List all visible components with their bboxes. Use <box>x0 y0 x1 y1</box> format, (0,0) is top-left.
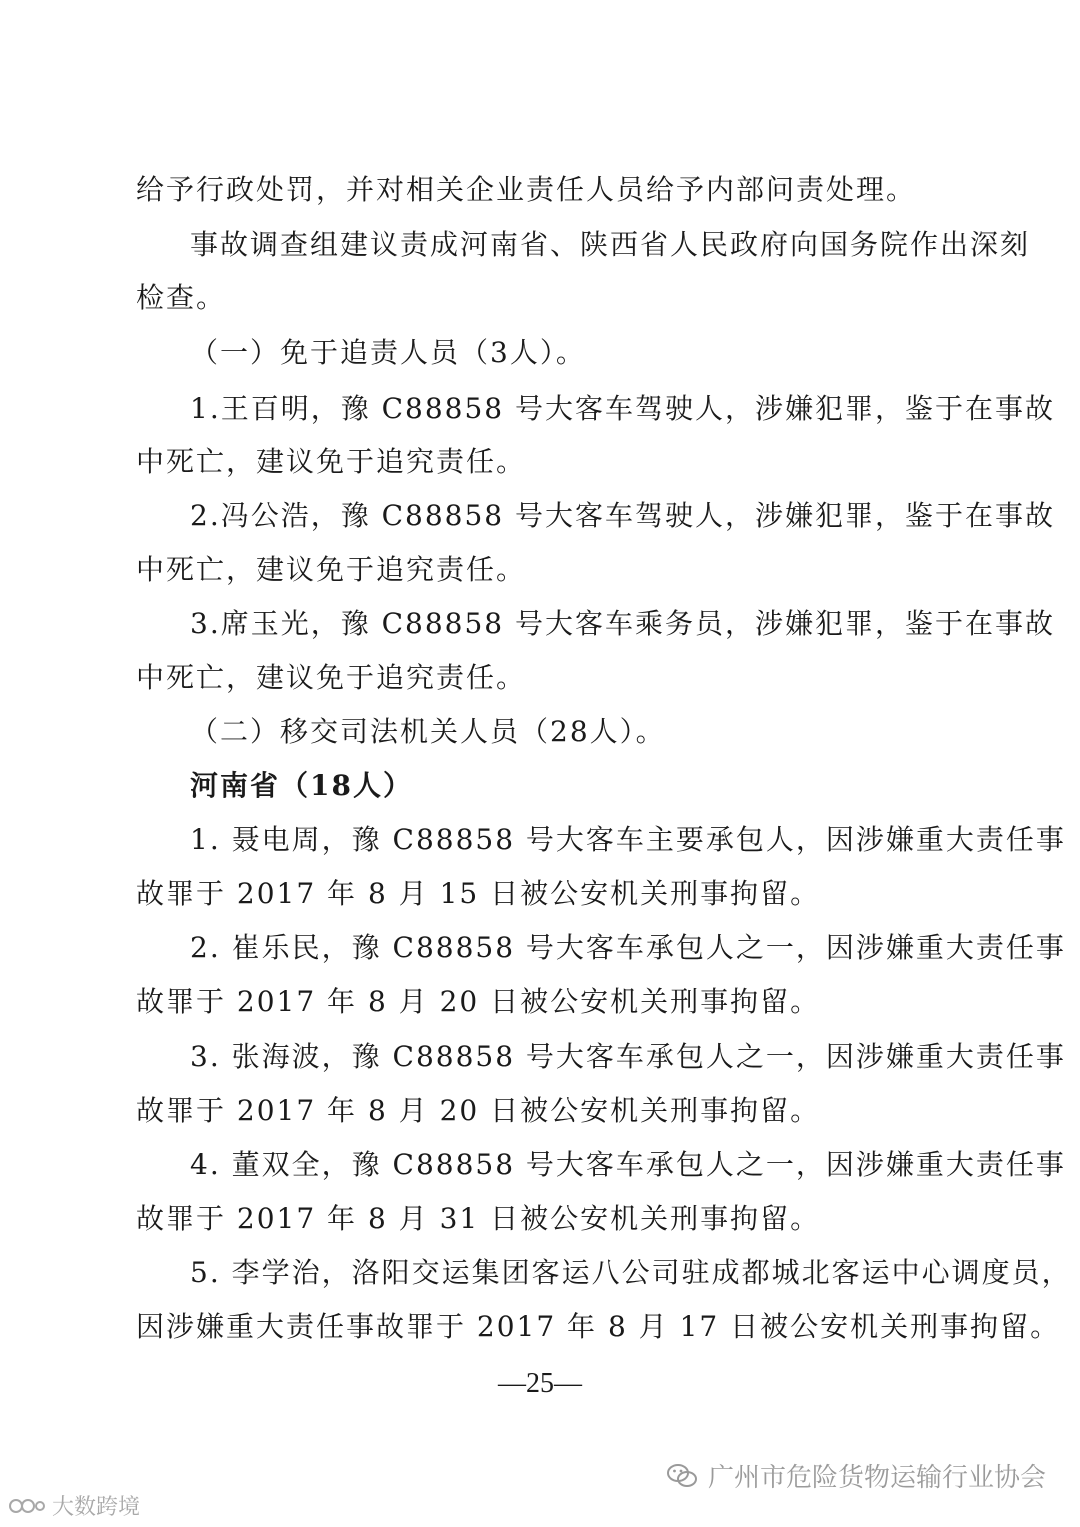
paragraph-line: 中死亡，建议免于追究责任。 <box>136 445 527 478</box>
watermark-left <box>8 1490 140 1521</box>
paragraph-line: 故罪于 2017 年 8 月 15 日被公安机关刑事拘留。 <box>136 877 821 910</box>
paragraph-line: 中死亡，建议免于追究责任。 <box>136 553 527 586</box>
paragraph-line: 1.王百明，豫 C88858 号大客车驾驶人，涉嫌犯罪，鉴于在事故 <box>190 392 1056 425</box>
watermark-right <box>666 1457 1046 1494</box>
page-number: —25— <box>498 1368 582 1399</box>
watermark-right-text: 广州市危险货物运输行业协会 <box>707 1463 1046 1493</box>
paragraph-line: 故罪于 2017 年 8 月 31 日被公安机关刑事拘留。 <box>136 1202 821 1235</box>
paragraph-line: 1. 聂电周，豫 C88858 号大客车主要承包人，因涉嫌重大责任事 <box>190 823 1066 856</box>
province-heading: 河南省（18人） <box>190 769 413 802</box>
wechat-icon <box>666 1462 698 1490</box>
watermark-left-text: 大数跨境 <box>52 1495 141 1520</box>
paragraph-line: 4. 董双全，豫 C88858 号大客车承包人之一，因涉嫌重大责任事 <box>190 1148 1066 1181</box>
paragraph-line: 2.冯公浩，豫 C88858 号大客车驾驶人，涉嫌犯罪，鉴于在事故 <box>190 499 1056 532</box>
paragraph-line: 5. 李学治，洛阳交运集团客运八公司驻成都城北客运中心调度员， <box>190 1256 1072 1289</box>
paragraph-line: 事故调查组建议责成河南省、陕西省人民政府向国务院作出深刻 <box>190 228 1031 261</box>
paragraph-line: 3.席玉光，豫 C88858 号大客车乘务员，涉嫌犯罪，鉴于在事故 <box>190 607 1056 640</box>
paragraph-line: 故罪于 2017 年 8 月 20 日被公安机关刑事拘留。 <box>136 985 821 1018</box>
section-heading: （一）免于追责人员（3人）。 <box>190 336 586 369</box>
section-heading: （二）移交司法机关人员（28人）。 <box>190 715 666 748</box>
paragraph-line: 3. 张海波，豫 C88858 号大客车承包人之一，因涉嫌重大责任事 <box>190 1040 1066 1073</box>
paragraph-line: 给予行政处罚，并对相关企业责任人员给予内部问责处理。 <box>136 173 917 206</box>
paragraph-line: 2. 崔乐民，豫 C88858 号大客车承包人之一，因涉嫌重大责任事 <box>190 931 1066 964</box>
paragraph-line: 中死亡，建议免于追究责任。 <box>136 661 527 694</box>
logo-icon <box>8 1495 46 1517</box>
paragraph-line: 因涉嫌重大责任事故罪于 2017 年 8 月 17 日被公安机关刑事拘留。 <box>136 1310 1061 1343</box>
paragraph-line: 故罪于 2017 年 8 月 20 日被公安机关刑事拘留。 <box>136 1094 821 1127</box>
paragraph-line: 检查。 <box>136 281 227 314</box>
